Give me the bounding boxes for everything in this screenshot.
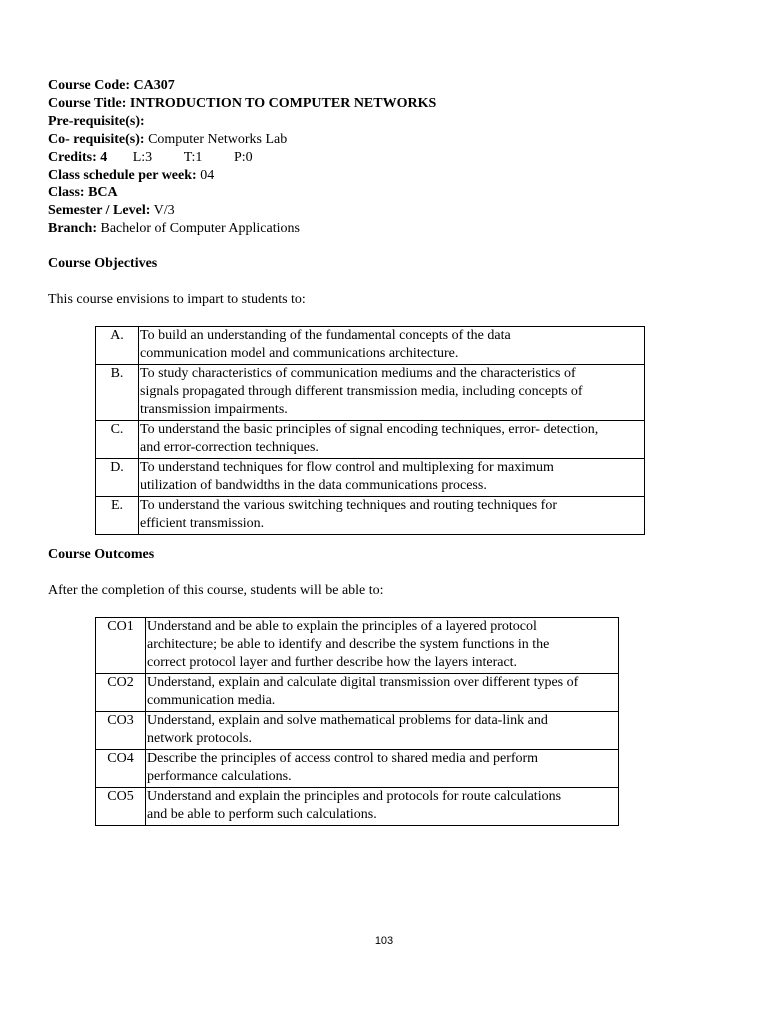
course-code-value: CA307 (133, 78, 175, 93)
outcome-label: CO4 (96, 750, 146, 788)
text-line: To understand techniques for flow control and multiplexing for maximum (140, 460, 554, 475)
course-info (48, 77, 436, 238)
outcomes-table (95, 617, 619, 826)
text-line: and error-correction techniques. (140, 440, 319, 455)
text-line: transmission impairments. (140, 402, 288, 417)
outcome-text (146, 674, 619, 712)
text-line: Understand and be able to explain the principles of a layered protocol (147, 619, 537, 634)
semester-label: Semester / Level: (48, 203, 151, 219)
objective-label: A. (96, 327, 139, 365)
objectives-intro: This course envisions to impart to students to: (48, 292, 306, 307)
text-line: Understand and explain the principles and protocols for route calculations (147, 789, 562, 804)
text-line: To understand the various switching techniques and routing techniques for (140, 498, 557, 513)
class-row (48, 184, 436, 202)
prerequisite-row (48, 113, 436, 131)
text-line: Understand, explain and calculate digital transmission over different types of (147, 675, 579, 690)
page-number: 103 (374, 935, 394, 947)
table-row (96, 497, 645, 535)
outcome-label: CO5 (96, 788, 146, 826)
branch-row (48, 220, 436, 238)
outcomes-heading: Course Outcomes (48, 547, 155, 562)
class-value: BCA (88, 185, 118, 201)
corequisite-row (48, 131, 436, 149)
outcome-text (146, 750, 619, 788)
table-row (96, 750, 619, 788)
objective-text (139, 459, 645, 497)
table-row (96, 421, 645, 459)
text-line: To study characteristics of communication mediums and the characteristics of (140, 366, 576, 381)
table-row (96, 618, 619, 674)
text-line: network protocols. (147, 731, 252, 746)
text-line: efficient transmission. (140, 516, 265, 531)
table-row (96, 459, 645, 497)
text-line: and be able to perform such calculations. (147, 807, 377, 822)
objective-label: D. (96, 459, 139, 497)
objective-text (139, 497, 645, 535)
objective-text (139, 421, 645, 459)
text-line: Understand, explain and solve mathematical problems for data-link and (147, 713, 548, 728)
semester-value: V/3 (153, 203, 175, 219)
branch-value: Bachelor of Computer Applications (100, 221, 300, 237)
objective-label: C. (96, 421, 139, 459)
table-row (96, 327, 645, 365)
credits-lecture: L:3 (132, 149, 153, 165)
schedule-value: 04 (200, 167, 215, 183)
outcome-text (146, 618, 619, 674)
outcome-label: CO3 (96, 712, 146, 750)
outcome-label: CO1 (96, 618, 146, 674)
schedule-label: Class schedule per week: (48, 167, 197, 183)
text-line: performance calculations. (147, 769, 292, 784)
objectives-table (95, 326, 645, 535)
credits-tutorial: T:1 (183, 149, 203, 165)
credits-practical: P:0 (233, 149, 253, 165)
table-row (96, 674, 619, 712)
text-line: utilization of bandwidths in the data communications process. (140, 478, 487, 493)
table-row (96, 788, 619, 826)
branch-label: Branch: (48, 221, 97, 237)
credits-row (48, 149, 436, 167)
outcome-label: CO2 (96, 674, 146, 712)
course-title-label: Course Title: (48, 95, 127, 111)
semester-row (48, 202, 436, 220)
text-line: To build an understanding of the fundamental concepts of the data (140, 328, 511, 343)
text-line: communication media. (147, 693, 276, 708)
text-line: Describe the principles of access control to shared media and perform (147, 751, 539, 766)
credits-label: Credits: 4 (48, 149, 108, 165)
objective-label: B. (96, 365, 139, 421)
text-line: signals propagated through different transmission media, including concepts of (140, 384, 583, 399)
corequisite-label: Co- requisite(s): (48, 131, 145, 147)
objectives-heading: Course Objectives (48, 256, 158, 271)
objective-text (139, 327, 645, 365)
course-title-row (48, 95, 436, 113)
objective-text (139, 365, 645, 421)
text-line: correct protocol layer and further describe how the layers interact. (147, 655, 518, 670)
prerequisite-label: Pre-requisite(s): (48, 113, 145, 129)
table-row (96, 712, 619, 750)
class-label: Class: (48, 185, 85, 201)
corequisite-value: Computer Networks Lab (148, 131, 288, 147)
course-title-value: INTRODUCTION TO COMPUTER NETWORKS (129, 95, 437, 111)
course-code-label: Course Code: (48, 78, 131, 93)
text-line: architecture; be able to identify and describe the system functions in the (147, 637, 550, 652)
course-code-row (48, 77, 436, 95)
text-line: To understand the basic principles of signal encoding techniques, error- detection, (140, 422, 599, 437)
outcome-text (146, 788, 619, 826)
table-row (96, 365, 645, 421)
text-line: communication model and communications architecture. (140, 346, 459, 361)
outcomes-intro: After the completion of this course, students will be able to: (48, 583, 384, 598)
objective-label: E. (96, 497, 139, 535)
outcome-text (146, 712, 619, 750)
schedule-row (48, 167, 436, 185)
